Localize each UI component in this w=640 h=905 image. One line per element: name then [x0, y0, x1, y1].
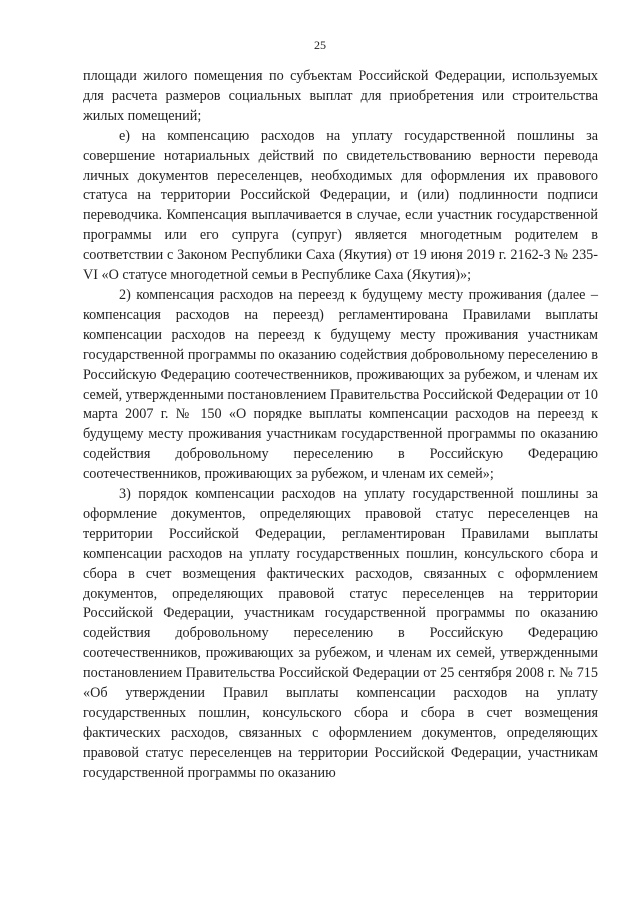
document-body: [83, 67, 598, 784]
paragraph-continuation: площади жилого помещения по субъектам Российской Федерации, используемых для расчета размеров социальных выплат для приобретения или строительства жилых помещений;: [83, 68, 598, 124]
paragraph-item-e: е) на компенсацию расходов на уплату государственной пошлины за совершение нотариальных действий по свидетельствованию верности перевода личных документов переселенцев, необходимых для оформления их правового статуса на территории Российской Федерации, и (или) подлинности подписи переводчика. Компенсация выплачивается в случае, если участник государственной программы или его супруга (супруг) является многодетным родителем в соответствии с Законом Республики Саха (Якутия) от 19 июня 2019 г. 2162-З № 235-VI «О статусе многодетной семьи в Республике Саха (Якутия)»;: [83, 127, 598, 284]
paragraph-item-3: 3) порядок компенсации расходов на уплату государственной пошлины за оформление документов, определяющих правовой статус переселенцев на территории Российской Федерации, регламентирован Правилами выплаты компенсации расходов на уплату государственных пошлин, консульского сбора и сбора в счет возмещения фактических расходов, связанных с оформлением документов, определяющих правовой статус переселенцев на территории Российской Федерации, участникам государственной программы по оказанию содействия добровольному переселению в Российскую Федерацию соотечественников, проживающих за рубежом, и членам их семей, утвержденными постановлением Правительства Российской Федерации от 25 сентября 2008 г. № 715 «Об утверждении Правил выплаты компенсации расходов на уплату государственных пошлин, консульского сбора и сбора в счет возмещения фактических расходов, связанных с оформлением документов, определяющих правовой статус переселенцев на территории Российской Федерации, участникам государственной программы по оказанию: [83, 486, 598, 781]
paragraph-item-2: 2) компенсация расходов на переезд к будущему месту проживания (далее – компенсация расходов на переезд) регламентирована Правилами выплаты компенсации расходов на переезд к будущему месту проживания участникам государственной программы по оказанию содействия добровольному переселению в Российскую Федерацию соотечественников, проживающих за рубежом, и членам их семей, утвержденными постановлением Правительства Российской Федерации от 10 марта 2007 г. № 150 «О порядке выплаты компенсации расходов на переезд к будущему месту проживания участникам государственной программы по оказанию содействия добровольному переселению в Российскую Федерацию соотечественников, проживающих за рубежом, и членам их семей»;: [83, 286, 598, 483]
page-number: 25: [314, 38, 326, 52]
